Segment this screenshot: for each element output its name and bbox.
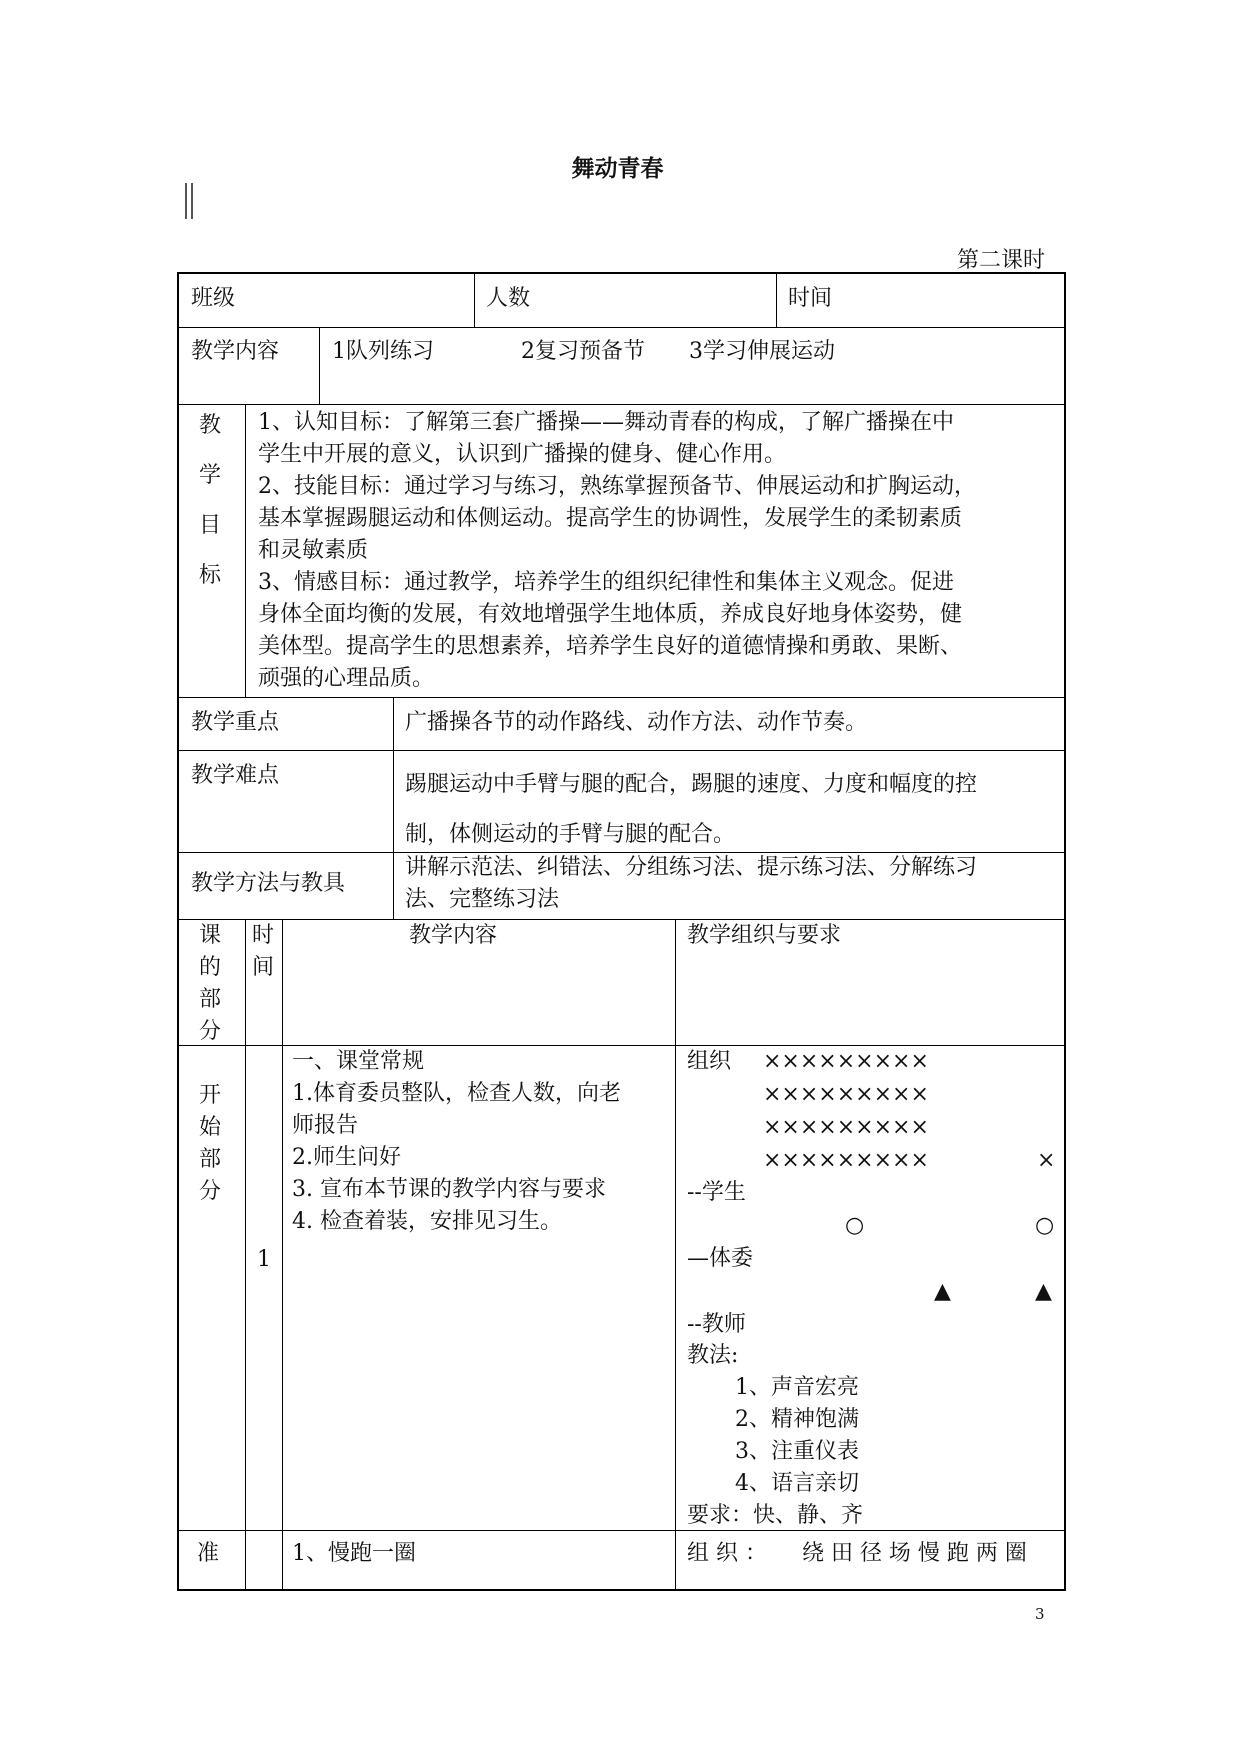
monitor-legend: —体委 (687, 1246, 754, 1271)
legend-cross-icon: × (1037, 1148, 1056, 1173)
difficulties-text: 踢腿运动中手臂与腿的配合，踢腿的速度、力度和幅度的控 制，体侧运动的手臂与腿的配合。 (405, 772, 978, 847)
start-section-content: 一、课堂常规 1.体育委员整队，检查人数，向老 师报告 2.师生问好 3. 宣布本节课的教学内容与要求 4. 检查着装，安排见习生。 (292, 1049, 621, 1234)
key-points-text: 广播操各节的动作路线、动作方法、动作节奏。 (405, 710, 868, 735)
class-label: 班级 (191, 286, 236, 311)
page-number: 3 (1035, 1605, 1045, 1623)
circle-icon: ○ (845, 1213, 865, 1238)
teaching-method-item: 4、语言亲切 (735, 1471, 859, 1496)
methods-label: 教学方法与教具 (191, 871, 346, 896)
key-points-label: 教学重点 (191, 710, 280, 735)
warmup-section-label: 准 (197, 1541, 220, 1566)
teacher-legend: --教师 (687, 1312, 746, 1337)
student-formation-row: ××××××××× (763, 1148, 929, 1173)
content-column-header: 教学内容 (409, 923, 498, 948)
teaching-method-item: 1、声音宏亮 (735, 1375, 859, 1400)
difficulties-label: 教学难点 (191, 763, 280, 788)
teaching-method-item: 2、精神饱满 (735, 1407, 859, 1432)
student-legend: --学生 (687, 1180, 746, 1205)
organization-column-header: 教学组织与要求 (687, 923, 842, 948)
teaching-method-item: 3、注重仪表 (735, 1439, 859, 1464)
time-label: 时间 (788, 286, 833, 311)
warmup-organization: 组 织 ： 绕 田 径 场 慢 跑 两 圈 (687, 1541, 1027, 1566)
document-title: 舞动青春 (571, 156, 664, 182)
student-formation-row: ××××××××× (763, 1049, 929, 1074)
content-item-2: 2复习预备节 (521, 339, 645, 364)
start-section-label: 开 始 部 分 (198, 1083, 221, 1204)
warmup-content: 1、慢跑一圈 (292, 1541, 416, 1566)
time-column-header: 时 间 (251, 923, 274, 980)
circle-icon: ○ (1035, 1213, 1055, 1238)
content-label: 教学内容 (191, 339, 280, 364)
organization-label: 组织 (687, 1049, 732, 1074)
triangle-icon: ▲ (1035, 1279, 1052, 1304)
student-formation-row: ××××××××× (763, 1115, 929, 1140)
start-section-time: 1 (257, 1247, 271, 1272)
session-label: 第二课时 (956, 248, 1045, 273)
student-formation-row: ××××××××× (763, 1082, 929, 1107)
content-item-1: 1队列练习 (332, 339, 434, 364)
methods-text: 讲解示范法、纠错法、分组练习法、提示练习法、分解练习 法、完整练习法 (405, 855, 978, 912)
count-label: 人数 (486, 286, 531, 311)
objectives-label: 教 学 目 标 (198, 413, 221, 588)
lesson-plan-table (177, 272, 1066, 1591)
triangle-icon: ▲ (934, 1279, 951, 1304)
requirement-text: 要求：快、静、齐 (687, 1503, 864, 1528)
teaching-method-label: 教法: (687, 1343, 739, 1368)
objectives-text: 1、认知目标：了解第三套广播操——舞动青春的构成，了解广播操在中 学生中开展的意义，认识到广播操的健身、健心作用。 2、技能目标：通过学习与练习，熟练掌握预备节、伸展运动和扩胸运动， 基本掌握踢腿运动和体侧运动。提高学生的协调性，发展学生的柔韧素质 和灵敏素质 3、情感目标：通过教学，培养学生的组织纪律性和集体主义观念。促进 身体全面均衡的发展，有效地增强学生地体质，养成良好地身体姿势，健 美体型。提高学生的思想素养，培养学生良好的道德情操和勇敢、果断、 顽强的心理品质。 (258, 410, 976, 691)
content-item-3: 3学习伸展运动 (689, 339, 835, 364)
text-cursor-marker (185, 183, 193, 219)
part-column-header: 课 的 部 分 (198, 923, 221, 1044)
